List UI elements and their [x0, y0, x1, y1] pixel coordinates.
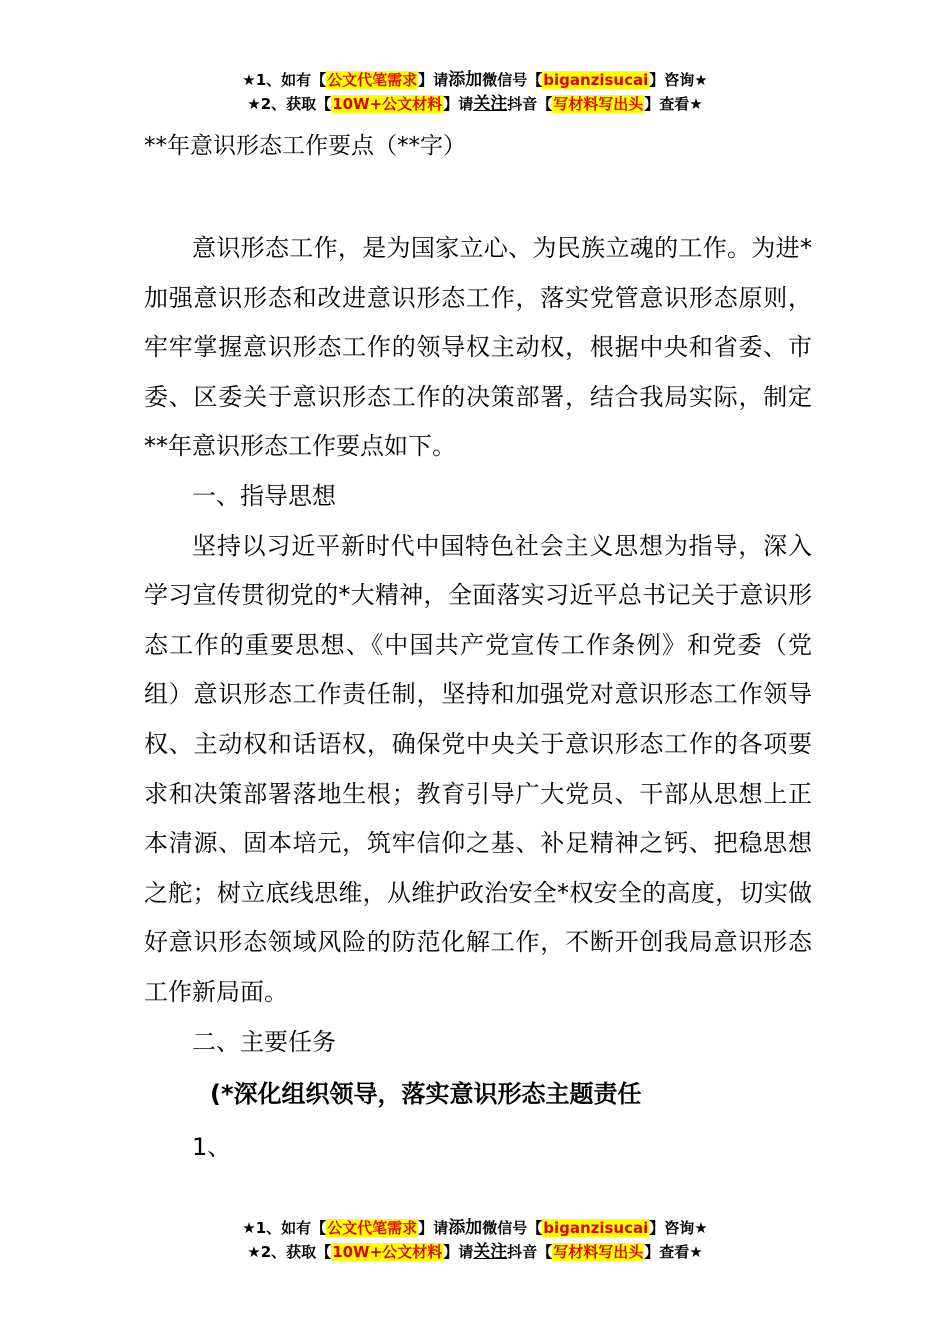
promo-line-1 [0, 1216, 950, 1240]
promo-emphasis: 关注 [473, 1242, 508, 1262]
promo-text: ★2、获取【 [247, 1243, 332, 1261]
promo-text: 】查看★ [644, 95, 703, 113]
promo-banner-top [0, 68, 950, 116]
promo-highlight: 公文代笔需求 [327, 71, 418, 89]
promo-text: 】请 [443, 1243, 474, 1261]
promo-text: 抖音【 [507, 95, 553, 113]
promo-line-2 [0, 92, 950, 116]
promo-highlight-wechat-id: biganzisucai [543, 71, 649, 89]
promo-highlight: 10W+公文材料 [332, 1243, 443, 1261]
guiding-ideology-paragraph: 坚持以习近平新时代中国特色社会主义思想为指导，深入学习宣传贯彻党的*大精神，全面落实习近平总书记关于意识形态工作的重要思想、《中国共产党宣传工作条例》和党委（党组）意识形态工作责任制，坚持和加强党对意识形态工作领导权、主动权和话语权，确保党中央关于意识形态工作的各项要求和决策部署落地生根；教育引导广大党员、干部从思想上正本清源、固本培元，筑牢信仰之基、补足精神之钙、把稳思想之舵；树立底线思维，从维护政治安全*权安全的高度，切实做好意识形态领域风险的防范化解工作，不断开创我局意识形态工作新局面。 [144, 531, 812, 1006]
promo-highlight-douyin-id: 写材料写出头 [553, 1243, 644, 1261]
promo-text: 微信号【 [482, 71, 543, 89]
promo-text: 】请 [418, 71, 449, 89]
promo-text: 】查看★ [644, 1243, 703, 1261]
promo-text: 】咨询★ [649, 1219, 708, 1237]
promo-highlight-wechat-id: biganzisucai [543, 1219, 649, 1237]
promo-banner-bottom [0, 1216, 950, 1264]
promo-text: ★2、获取【 [247, 95, 332, 113]
promo-text: 抖音【 [507, 1243, 553, 1261]
intro-paragraph: 意识形态工作，是为国家立心、为民族立魂的工作。为进*加强意识形态和改进意识形态工作，落实党管意识形态原则，牢牢掌握意识形态工作的领导权主动权，根据中央和省委、市委、区委关于意识形态工作的决策部署，结合我局实际，制定**年意识形态工作要点如下。 [144, 234, 812, 461]
document-body [144, 224, 812, 1173]
section-heading-guiding-ideology: 一、指导思想 [192, 481, 336, 510]
promo-text: 微信号【 [482, 1219, 543, 1237]
subsection-heading: (*深化组织领导，落实意识形态主题责任 [210, 1080, 642, 1109]
promo-text: ★1、如有【 [242, 1219, 327, 1237]
promo-emphasis: 添加 [448, 1218, 483, 1238]
numbered-item: 1、 [192, 1133, 232, 1162]
promo-text: 】请 [443, 95, 474, 113]
promo-text: 】咨询★ [649, 71, 708, 89]
promo-emphasis: 关注 [473, 94, 508, 114]
promo-emphasis: 添加 [448, 70, 483, 90]
promo-highlight: 10W+公文材料 [332, 95, 443, 113]
promo-highlight: 公文代笔需求 [327, 1219, 418, 1237]
promo-text: ★1、如有【 [242, 71, 327, 89]
promo-highlight-douyin-id: 写材料写出头 [553, 95, 644, 113]
promo-text: 】请 [418, 1219, 449, 1237]
section-heading-main-tasks: 二、主要任务 [192, 1027, 336, 1056]
document-title: **年意识形态工作要点（**字） [144, 133, 466, 159]
promo-line-1 [0, 68, 950, 92]
promo-line-2 [0, 1240, 950, 1264]
